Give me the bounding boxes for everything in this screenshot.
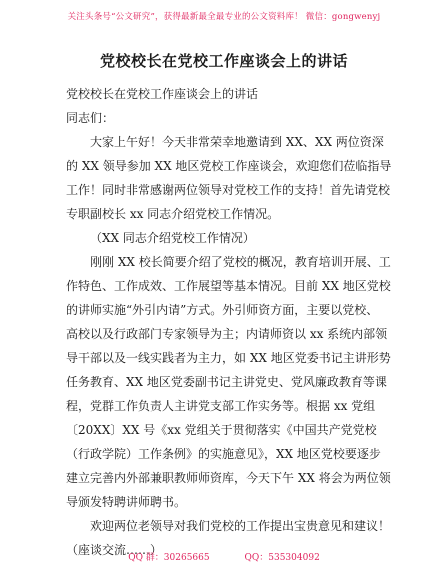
footer-qq-group: QQ 群：30265665 [128, 553, 210, 563]
paragraph-line: 工作！同时非常感谢两位领导对党校工作的支持！首先请党校 [66, 183, 391, 197]
paragraph-line: 导干部以及一线实践者为主力，如 XX 地区党委书记主讲形势 [66, 351, 391, 365]
paragraph-line: 专职副校长 xx 同志介绍党校工作情况。 [66, 207, 280, 221]
subtitle-line: 党校校长在党校工作座谈会上的讲话 [66, 87, 259, 101]
paragraph-line: 高校以及行政部门专家领导为主；内请师资以 xx 系统内部领 [66, 327, 388, 341]
paragraph-line: 任务教育、XX 地区党委副书记主讲党史、党风廉政教育等课 [66, 375, 387, 389]
paragraph-line: 作特色、工作成效、工作展望等基本情况。目前 XX 地区党校 [66, 279, 391, 293]
header-banner: 关注头条号“公文研究”，获得最新最全最专业的公文资料库！ 微信：gongwenyj [67, 12, 381, 22]
paragraph-line: 程，党群工作负责人主讲党支部工作实务等。根据 xx 党组 [66, 399, 376, 413]
stage-direction-line: （XX 同志介绍党校工作情况） [90, 231, 255, 245]
paragraph-line: 导颁发特聘讲师聘书。 [66, 495, 187, 509]
paragraph-line: 刚刚 XX 校长简要介绍了党校的概况，教育培训开展、工 [90, 255, 391, 269]
paragraph-line: 大家上午好！今天非常荣幸地邀请到 XX、XX 两位资深 [90, 135, 384, 149]
paragraph-line: （行政学院）工作条例》的实施意见》，XX 地区党校要逐步 [66, 447, 381, 461]
paragraph-line: 的 XX 领导参加 XX 地区党校工作座谈会，欢迎您们莅临指导 [66, 159, 392, 173]
salutation-line: 同志们： [66, 111, 115, 125]
paragraph-line: 的讲师实施“外引内请”方式。外引师资方面，主要以党校、 [66, 303, 379, 317]
document-body [66, 82, 392, 562]
stage-direction-line: （座谈交流……） [66, 543, 163, 557]
footer-contact [0, 550, 448, 563]
footer-qq-number: QQ：535304092 [244, 553, 320, 563]
paragraph-line: 〔20XX〕XX 号《xx 党组关于贯彻落实《中国共产党党校 [66, 423, 377, 437]
paragraph-line: 建立完善内外部兼职教师师资库，今天下午 XX 将会为两位领 [66, 471, 391, 485]
paragraph-line: 欢迎两位老领导对我们党校的工作提出宝贵意见和建议！ [90, 519, 391, 533]
document-title: 党校校长在党校工作座谈会上的讲话 [99, 52, 348, 70]
